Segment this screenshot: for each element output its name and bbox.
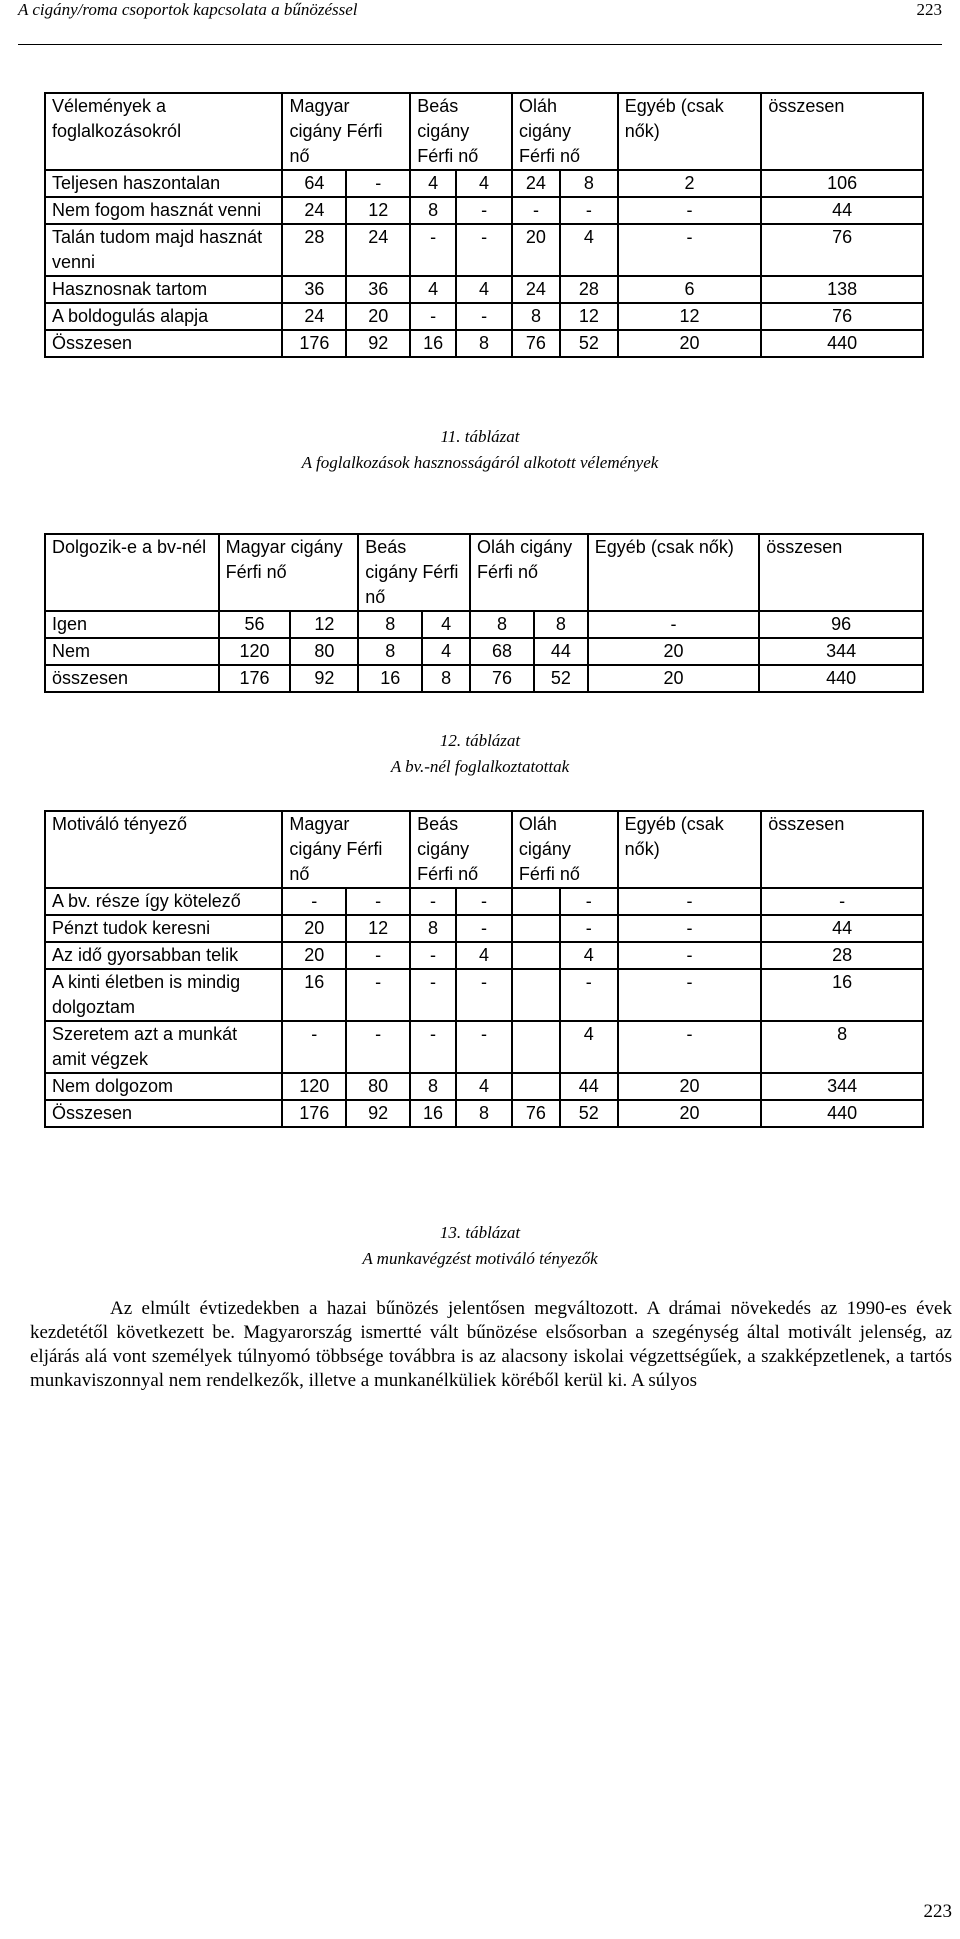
- value-cell: -: [761, 888, 923, 915]
- value-cell: -: [456, 224, 512, 276]
- value-cell: 56: [219, 611, 291, 638]
- value-cell: 24: [346, 224, 410, 276]
- value-cell: -: [346, 170, 410, 197]
- table-row: [45, 915, 923, 942]
- value-cell: -: [282, 888, 346, 915]
- header-cell: Beás cigány Férfi nő: [358, 534, 470, 611]
- header-cell: Oláh cigány Férfi nő: [470, 534, 588, 611]
- value-cell: 8: [512, 303, 560, 330]
- value-cell: -: [410, 224, 456, 276]
- value-cell: -: [560, 969, 618, 1021]
- value-cell: 52: [560, 1100, 618, 1127]
- value-cell: 44: [761, 197, 923, 224]
- table-row: [45, 1021, 923, 1073]
- value-cell: 16: [410, 330, 456, 357]
- value-cell: 64: [282, 170, 346, 197]
- header-cell: Egyéb (csak nők): [618, 93, 762, 170]
- row-label-cell: összesen: [45, 665, 219, 692]
- table-body: [45, 170, 923, 357]
- table-body: [45, 888, 923, 1127]
- value-cell: 8: [358, 611, 422, 638]
- footer-page-number: 223: [923, 1901, 952, 1922]
- value-cell: -: [456, 888, 512, 915]
- value-cell: 20: [588, 638, 759, 665]
- row-label-cell: Nem fogom hasznát venni: [45, 197, 282, 224]
- value-cell: 8: [358, 638, 422, 665]
- value-cell: -: [410, 303, 456, 330]
- value-cell: 440: [759, 665, 923, 692]
- value-cell: 12: [346, 915, 410, 942]
- header-cell: Vélemények a foglalkozásokról: [45, 93, 282, 170]
- value-cell: 176: [282, 330, 346, 357]
- header-cell: Oláh cigány Férfi nő: [512, 93, 618, 170]
- value-cell: 20: [588, 665, 759, 692]
- value-cell: -: [618, 942, 762, 969]
- table-row: [45, 330, 923, 357]
- row-label-cell: Nem dolgozom: [45, 1073, 282, 1100]
- value-cell: 120: [282, 1073, 346, 1100]
- caption-number: 12. táblázat: [439, 731, 521, 750]
- row-label-cell: A boldogulás alapja: [45, 303, 282, 330]
- value-cell: 8: [534, 611, 588, 638]
- value-cell: 44: [560, 1073, 618, 1100]
- value-cell: 76: [470, 665, 534, 692]
- value-cell: 16: [761, 969, 923, 1021]
- value-cell: 8: [410, 915, 456, 942]
- value-cell: [512, 1073, 560, 1100]
- value-cell: 24: [282, 303, 346, 330]
- value-cell: 8: [410, 1073, 456, 1100]
- table-12: [44, 533, 924, 693]
- value-cell: -: [346, 1021, 410, 1073]
- value-cell: -: [618, 1021, 762, 1073]
- value-cell: 52: [560, 330, 618, 357]
- row-label-cell: Összesen: [45, 330, 282, 357]
- value-cell: 20: [618, 1100, 762, 1127]
- value-cell: -: [560, 888, 618, 915]
- value-cell: 76: [512, 330, 560, 357]
- value-cell: 106: [761, 170, 923, 197]
- value-cell: 28: [282, 224, 346, 276]
- value-cell: 20: [282, 915, 346, 942]
- row-label-cell: A kinti életben is mindig dolgoztam: [45, 969, 282, 1021]
- caption-title: A munkavégzést motiváló tényezők: [362, 1249, 598, 1268]
- table-body: [45, 611, 923, 692]
- value-cell: 4: [560, 942, 618, 969]
- value-cell: 2: [618, 170, 762, 197]
- header-cell: Oláh cigány Férfi nő: [512, 811, 618, 888]
- caption-number: 13. táblázat: [439, 1223, 521, 1242]
- value-cell: 28: [560, 276, 618, 303]
- value-cell: 4: [456, 170, 512, 197]
- value-cell: 12: [618, 303, 762, 330]
- value-cell: 52: [534, 665, 588, 692]
- value-cell: 12: [346, 197, 410, 224]
- table-header-row: [45, 811, 923, 888]
- body-paragraph: Az elmúlt évtizedekben a hazai bűnözés jelentősen megváltozott. A drámai növekedés az 1990-es évek kezdetétől következett be. Magyarország ismertté vált bűnözése elsősorban a szegénység által motivált jelenség, az eljárás alá vont személyek túlnyomó többsége továbbra is az alacsony iskolai végzettségűek, a szakképzetlenek, a tartós munkaviszonnyal nem rendelkezők, illetve a munkanélküliek köréből kerül ki. A súlyos: [30, 1298, 952, 1391]
- value-cell: -: [410, 969, 456, 1021]
- value-cell: 8: [470, 611, 534, 638]
- value-cell: 76: [761, 224, 923, 276]
- value-cell: 80: [346, 1073, 410, 1100]
- row-label-cell: Nem: [45, 638, 219, 665]
- value-cell: 8: [560, 170, 618, 197]
- table-row: [45, 1100, 923, 1127]
- header-cell: Egyéb (csak nők): [618, 811, 762, 888]
- value-cell: 4: [456, 942, 512, 969]
- running-title: A cigány/roma csoportok kapcsolata a bűnözéssel: [18, 0, 358, 19]
- value-cell: [512, 915, 560, 942]
- header-cell: összesen: [759, 534, 923, 611]
- value-cell: -: [456, 303, 512, 330]
- value-cell: -: [618, 969, 762, 1021]
- table-row: [45, 611, 923, 638]
- page-header: [18, 0, 942, 45]
- value-cell: 176: [282, 1100, 346, 1127]
- value-cell: 4: [560, 1021, 618, 1073]
- header-cell: Magyar cigány Férfi nő: [219, 534, 359, 611]
- value-cell: [512, 969, 560, 1021]
- value-cell: 4: [456, 1073, 512, 1100]
- value-cell: 440: [761, 330, 923, 357]
- value-cell: -: [456, 197, 512, 224]
- value-cell: 44: [534, 638, 588, 665]
- row-label-cell: Hasznosnak tartom: [45, 276, 282, 303]
- value-cell: 4: [422, 611, 470, 638]
- value-cell: 176: [219, 665, 291, 692]
- table-row: [45, 638, 923, 665]
- value-cell: 24: [512, 276, 560, 303]
- value-cell: -: [560, 197, 618, 224]
- value-cell: -: [456, 915, 512, 942]
- table-row: [45, 888, 923, 915]
- table-row: [45, 665, 923, 692]
- value-cell: 80: [290, 638, 358, 665]
- value-cell: 36: [346, 276, 410, 303]
- table-row: [45, 303, 923, 330]
- table-12-caption: [0, 728, 960, 780]
- header-cell: Beás cigány Férfi nő: [410, 93, 512, 170]
- value-cell: -: [346, 969, 410, 1021]
- value-cell: 44: [761, 915, 923, 942]
- value-cell: 76: [512, 1100, 560, 1127]
- value-cell: 8: [761, 1021, 923, 1073]
- value-cell: 76: [761, 303, 923, 330]
- value-cell: 92: [346, 1100, 410, 1127]
- value-cell: 20: [618, 1073, 762, 1100]
- value-cell: -: [588, 611, 759, 638]
- value-cell: 92: [346, 330, 410, 357]
- value-cell: [512, 1021, 560, 1073]
- value-cell: 20: [282, 942, 346, 969]
- row-label-cell: Talán tudom majd hasznát venni: [45, 224, 282, 276]
- value-cell: 4: [456, 276, 512, 303]
- table-row: [45, 276, 923, 303]
- value-cell: 8: [422, 665, 470, 692]
- value-cell: 20: [346, 303, 410, 330]
- value-cell: -: [618, 888, 762, 915]
- value-cell: 4: [422, 638, 470, 665]
- row-label-cell: Szeretem azt a munkát amit végzek: [45, 1021, 282, 1073]
- table-13-caption: [0, 1220, 960, 1272]
- header-cell: Magyar cigány Férfi nő: [282, 93, 410, 170]
- value-cell: 24: [282, 197, 346, 224]
- row-label-cell: Összesen: [45, 1100, 282, 1127]
- value-cell: 4: [410, 276, 456, 303]
- header-cell: összesen: [761, 811, 923, 888]
- value-cell: 4: [410, 170, 456, 197]
- value-cell: 120: [219, 638, 291, 665]
- value-cell: -: [346, 942, 410, 969]
- value-cell: 20: [618, 330, 762, 357]
- header-cell: összesen: [761, 93, 923, 170]
- table-row: [45, 170, 923, 197]
- value-cell: 8: [410, 197, 456, 224]
- value-cell: -: [410, 888, 456, 915]
- table-row: [45, 942, 923, 969]
- header-cell: Motiváló tényező: [45, 811, 282, 888]
- value-cell: 440: [761, 1100, 923, 1127]
- caption-title: A bv.-nél foglalkoztatottak: [390, 757, 570, 776]
- value-cell: 16: [282, 969, 346, 1021]
- value-cell: 138: [761, 276, 923, 303]
- value-cell: -: [282, 1021, 346, 1073]
- table-row: [45, 1073, 923, 1100]
- value-cell: 4: [560, 224, 618, 276]
- table-row: [45, 197, 923, 224]
- table-11-caption: [0, 424, 960, 476]
- value-cell: -: [410, 1021, 456, 1073]
- value-cell: -: [512, 197, 560, 224]
- header-cell: Beás cigány Férfi nő: [410, 811, 512, 888]
- value-cell: 20: [512, 224, 560, 276]
- table-row: [45, 224, 923, 276]
- value-cell: 344: [761, 1073, 923, 1100]
- value-cell: 24: [512, 170, 560, 197]
- value-cell: [512, 888, 560, 915]
- value-cell: 16: [358, 665, 422, 692]
- row-label-cell: Az idő gyorsabban telik: [45, 942, 282, 969]
- value-cell: 8: [456, 1100, 512, 1127]
- value-cell: -: [410, 942, 456, 969]
- row-label-cell: Igen: [45, 611, 219, 638]
- value-cell: 28: [761, 942, 923, 969]
- value-cell: [512, 942, 560, 969]
- value-cell: 68: [470, 638, 534, 665]
- table-11: [44, 92, 924, 358]
- header-cell: Magyar cigány Férfi nő: [282, 811, 410, 888]
- value-cell: -: [346, 888, 410, 915]
- caption-title: A foglalkozások hasznosságáról alkotott vélemények: [301, 453, 659, 472]
- value-cell: 344: [759, 638, 923, 665]
- header-cell: Dolgozik-e a bv-nél: [45, 534, 219, 611]
- table-header-row: [45, 93, 923, 170]
- value-cell: 8: [456, 330, 512, 357]
- header-cell: Egyéb (csak nők): [588, 534, 759, 611]
- value-cell: -: [560, 915, 618, 942]
- value-cell: 16: [410, 1100, 456, 1127]
- table-row: [45, 969, 923, 1021]
- value-cell: -: [456, 1021, 512, 1073]
- value-cell: 96: [759, 611, 923, 638]
- caption-number: 11. táblázat: [440, 427, 520, 446]
- value-cell: 12: [560, 303, 618, 330]
- row-label-cell: Teljesen haszontalan: [45, 170, 282, 197]
- value-cell: 6: [618, 276, 762, 303]
- value-cell: -: [618, 915, 762, 942]
- value-cell: -: [456, 969, 512, 1021]
- table-13: [44, 810, 924, 1128]
- value-cell: 92: [290, 665, 358, 692]
- header-page-number: 223: [916, 0, 942, 19]
- value-cell: -: [618, 224, 762, 276]
- row-label-cell: Pénzt tudok keresni: [45, 915, 282, 942]
- value-cell: 12: [290, 611, 358, 638]
- value-cell: 36: [282, 276, 346, 303]
- table-header-row: [45, 534, 923, 611]
- row-label-cell: A bv. része így kötelező: [45, 888, 282, 915]
- value-cell: -: [618, 197, 762, 224]
